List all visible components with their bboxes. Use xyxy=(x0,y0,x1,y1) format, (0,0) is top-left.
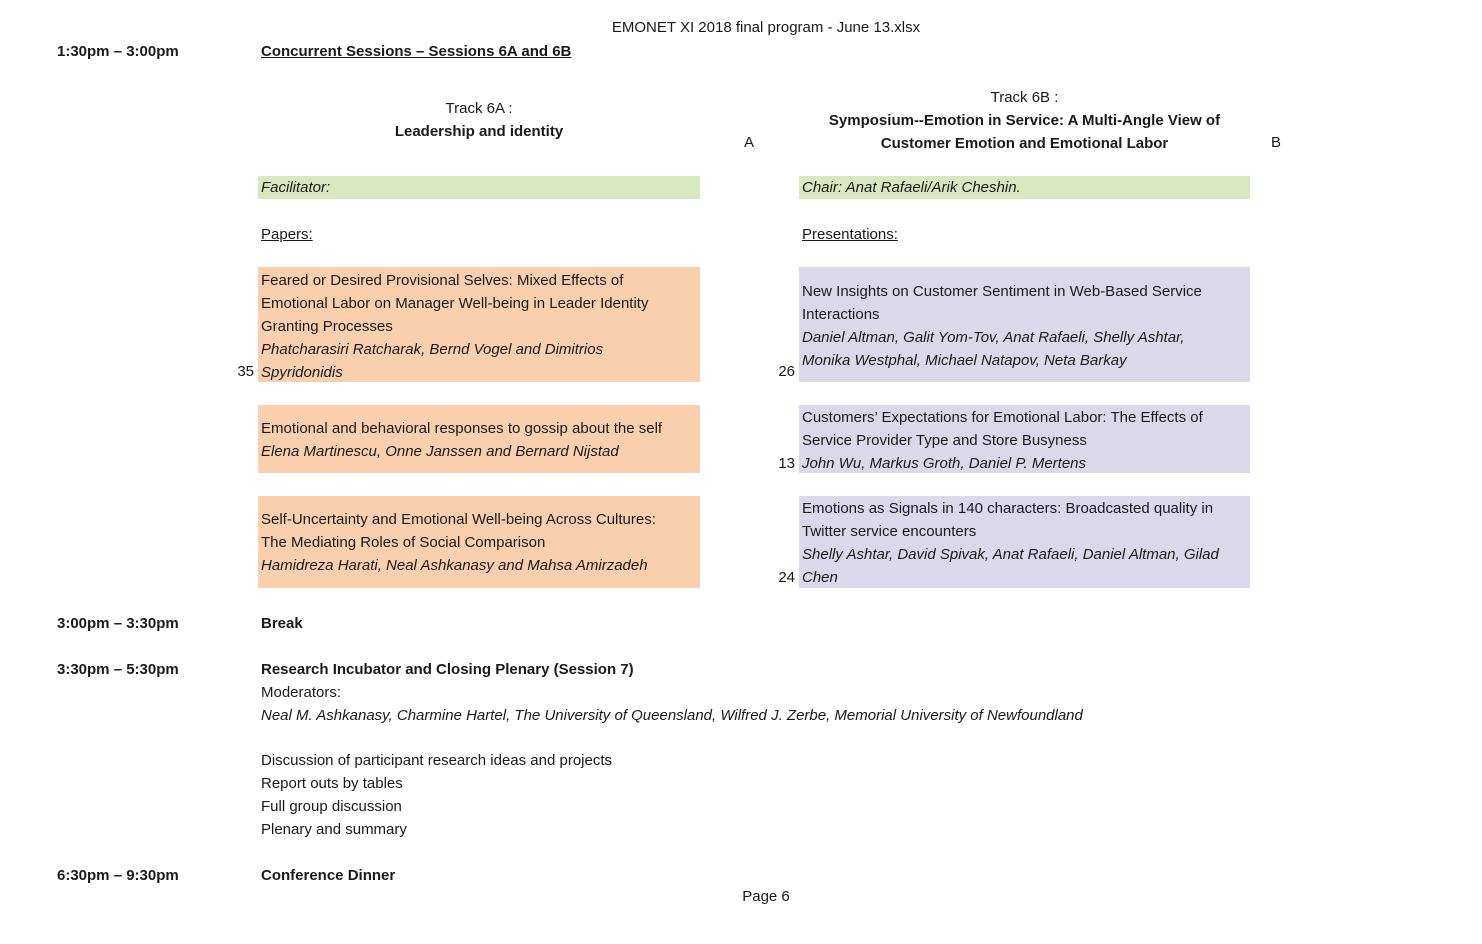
paper-authors-line: John Wu, Markus Groth, Daniel P. Mertens xyxy=(802,455,1087,472)
paper-title-line: Customers’ Expectations for Emotional Labor: The Effects of xyxy=(802,409,1203,426)
session6-title: Concurrent Sessions – Sessions 6A and 6B xyxy=(261,43,572,60)
track-6b-label: Track 6B : xyxy=(990,89,1059,106)
paper-authors-line: Shelly Ashtar, David Spivak, Anat Rafaeli, Daniel Altman, Gilad xyxy=(802,546,1219,563)
track-6a-title: Leadership and identity xyxy=(394,123,564,140)
paper-number: 35 xyxy=(237,363,254,380)
break-title: Break xyxy=(261,615,303,632)
paper-authors-line: Phatcharasiri Ratcharak, Bernd Vogel and Dimitrios xyxy=(261,341,604,358)
paper-title-line: Interactions xyxy=(802,306,880,323)
paper-number: 26 xyxy=(778,363,795,380)
papers-label: Papers: xyxy=(261,226,313,243)
session7-item: Discussion of participant research ideas and projects xyxy=(261,752,613,769)
paper-title-line: Feared or Desired Provisional Selves: Mixed Effects of xyxy=(261,272,624,289)
presentation-6b-3 xyxy=(799,496,1250,588)
paper-authors-line: Spyridonidis xyxy=(261,364,343,381)
paper-title-line: Self-Uncertainty and Emotional Well-being Across Cultures: xyxy=(261,511,656,528)
session6-time: 1:30pm – 3:00pm xyxy=(57,43,179,60)
column-label-a: A xyxy=(744,134,755,151)
presentation-6b-1 xyxy=(799,267,1250,382)
paper-title-line: New Insights on Customer Sentiment in Web-Based Service xyxy=(802,283,1202,300)
paper-authors-line: Elena Martinescu, Onne Janssen and Bernard Nijstad xyxy=(261,443,619,460)
document-title: EMONET XI 2018 final program - June 13.xlsx xyxy=(611,19,921,36)
facilitator-cell: Facilitator: xyxy=(258,176,700,199)
session7-item: Full group discussion xyxy=(261,798,402,815)
track-6b-title-line-1: Symposium--Emotion in Service: A Multi-Angle View of xyxy=(828,112,1221,129)
session7-title: Research Incubator and Closing Plenary (Session 7) xyxy=(261,661,634,678)
dinner-time: 6:30pm – 9:30pm xyxy=(57,867,179,884)
paper-number: 13 xyxy=(778,455,795,472)
paper-title-line: Emotional and behavioral responses to gossip about the self xyxy=(261,420,663,437)
paper-number: 24 xyxy=(778,569,795,586)
moderators-label: Moderators: xyxy=(261,684,342,701)
paper-title-line: Twitter service encounters xyxy=(802,523,977,540)
track-6a-label: Track 6A : xyxy=(445,100,513,117)
paper-authors-line: Chen xyxy=(802,569,838,586)
paper-6a-3 xyxy=(258,496,700,588)
paper-title-line: Emotions as Signals in 140 characters: Broadcasted quality in xyxy=(802,500,1214,517)
break-time: 3:00pm – 3:30pm xyxy=(57,615,179,632)
session7-item: Report outs by tables xyxy=(261,775,403,792)
paper-title-line: The Mediating Roles of Social Comparison xyxy=(261,534,546,551)
paper-title-line: Service Provider Type and Store Busyness xyxy=(802,432,1087,449)
paper-authors-line: Hamidreza Harati, Neal Ashkanasy and Mahsa Amirzadeh xyxy=(261,557,648,574)
paper-title-line: Granting Processes xyxy=(261,318,393,335)
column-label-b: B xyxy=(1271,134,1282,151)
chair-cell: Chair: Anat Rafaeli/Arik Cheshin. xyxy=(799,176,1250,199)
moderators-names: Neal M. Ashkanasy, Charmine Hartel, The University of Queensland, Wilfred J. Zerbe, Memorial University of Newfoundland xyxy=(261,707,1083,724)
presentations-label: Presentations: xyxy=(802,226,898,243)
session7-time: 3:30pm – 5:30pm xyxy=(57,661,179,678)
track-6b-title-line-2: Customer Emotion and Emotional Labor xyxy=(880,135,1169,152)
paper-6a-1 xyxy=(258,267,700,382)
presentation-6b-2 xyxy=(799,405,1250,473)
paper-authors-line: Monika Westphal, Michael Natapov, Neta Barkay xyxy=(802,352,1127,369)
paper-6a-2 xyxy=(258,405,700,473)
page-number: Page 6 xyxy=(742,888,790,905)
dinner-title: Conference Dinner xyxy=(261,867,396,884)
paper-authors-line: Daniel Altman, Galit Yom-Tov, Anat Rafaeli, Shelly Ashtar, xyxy=(802,329,1185,346)
paper-title-line: Emotional Labor on Manager Well-being in Leader Identity xyxy=(261,295,649,312)
session7-item: Plenary and summary xyxy=(261,821,407,838)
